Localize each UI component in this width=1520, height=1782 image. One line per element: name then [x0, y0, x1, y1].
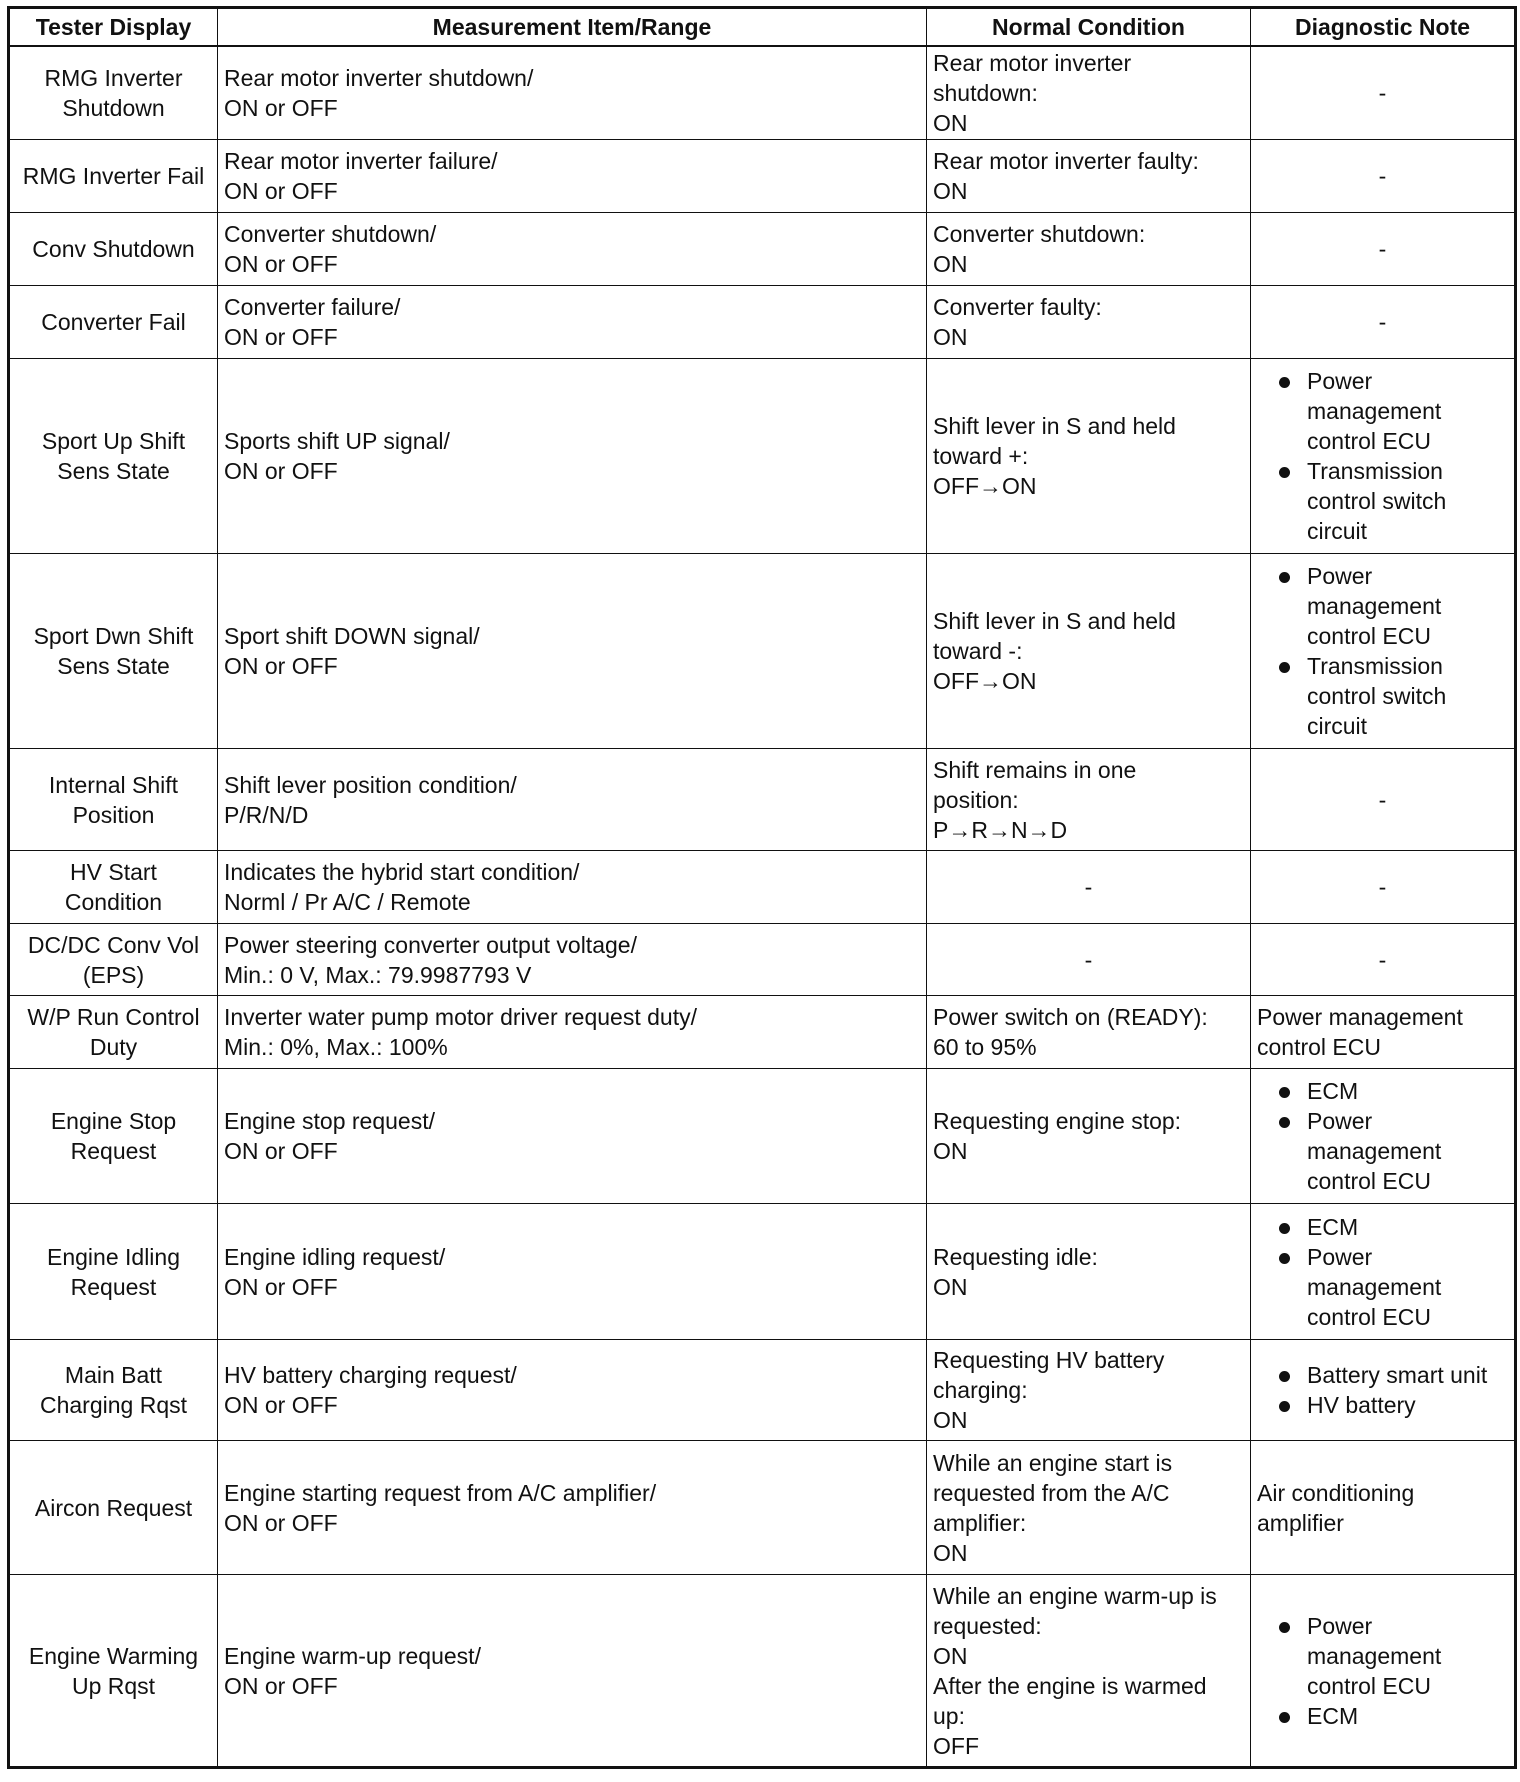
cell-measurement-item: [218, 1340, 927, 1441]
header-normal-condition: Normal Condition: [927, 8, 1251, 47]
measurement-text: P/R/N/D: [224, 801, 309, 828]
cell-tester-display: [9, 924, 218, 996]
normal-condition-text: toward +:: [933, 443, 1029, 469]
diagnostic-note-item: [1257, 1360, 1508, 1390]
cell-diagnostic-note: [1251, 996, 1516, 1069]
tester-display-text: Request: [70, 1273, 157, 1300]
bullet-icon: [1279, 1622, 1290, 1633]
header-measurement-item: Measurement Item/Range: [218, 8, 927, 47]
measurement-text: ON or OFF: [224, 324, 338, 350]
cell-tester-display: [9, 46, 218, 140]
diagnostic-note-item: [1257, 651, 1508, 741]
normal-condition-text: requested from the A/C: [933, 1479, 1170, 1506]
normal-condition-text: ON: [933, 110, 968, 136]
table-row: [9, 1575, 1516, 1768]
diagnostic-note-text: control ECU: [1307, 1168, 1431, 1194]
normal-condition-text: -: [1084, 946, 1093, 973]
bullet-icon: [1279, 1223, 1290, 1234]
normal-condition-text: P→R→N→D: [933, 816, 1068, 843]
cell-diagnostic-note: [1251, 851, 1516, 924]
diagnostic-note-item: [1257, 1076, 1508, 1106]
measurement-text: Indicates the hybrid start condition/: [224, 859, 580, 885]
table-row: [9, 1441, 1516, 1575]
cell-measurement-item: [218, 1069, 927, 1204]
normal-condition-text: position:: [933, 786, 1019, 813]
diagnostic-note-text: control ECU: [1307, 1303, 1431, 1330]
normal-condition-text: OFF: [933, 1732, 979, 1759]
cell-diagnostic-note: [1251, 1069, 1516, 1204]
diagnostic-note-text: Air conditioning: [1257, 1479, 1415, 1506]
normal-condition-text: ON: [933, 1539, 968, 1566]
cell-normal-condition: [927, 924, 1251, 996]
tester-display-text: Request: [70, 1138, 157, 1164]
measurement-text: ON or OFF: [224, 458, 338, 484]
normal-condition-text: Converter shutdown:: [933, 221, 1146, 247]
header-tester-display: Tester Display: [9, 8, 218, 47]
bullet-icon: [1279, 467, 1290, 478]
cell-measurement-item: [218, 286, 927, 359]
diagnostic-note-text: ECM: [1307, 1702, 1359, 1729]
cell-diagnostic-note: [1251, 359, 1516, 554]
cell-tester-display: [9, 1441, 218, 1575]
cell-tester-display: [9, 286, 218, 359]
table-row: [9, 749, 1516, 851]
cell-tester-display: [9, 749, 218, 851]
tester-display-text: RMG Inverter Fail: [22, 163, 205, 189]
cell-measurement-item: [218, 46, 927, 140]
diagnostic-note-text: control ECU: [1307, 1672, 1431, 1699]
tester-display-text: Position: [72, 801, 155, 828]
normal-condition-text: While an engine warm-up is: [933, 1582, 1217, 1609]
table-row: [9, 286, 1516, 359]
table-row: [9, 359, 1516, 554]
measurement-text: Rear motor inverter failure/: [224, 148, 498, 174]
measurement-text: Converter shutdown/: [224, 221, 437, 247]
measurement-text: Sport shift DOWN signal/: [224, 623, 480, 649]
cell-diagnostic-note: [1251, 286, 1516, 359]
normal-condition-text: -: [1084, 874, 1093, 900]
normal-condition-text: While an engine start is: [933, 1449, 1173, 1476]
diagnostic-note-text: -: [1378, 163, 1387, 189]
normal-condition-text: ON: [933, 1138, 968, 1164]
diagnostic-note-text: Power management: [1257, 1004, 1463, 1030]
diagnostic-note-text: management: [1307, 593, 1442, 619]
data-list-table: [7, 6, 1517, 1769]
measurement-text: HV battery charging request/: [224, 1362, 517, 1388]
measurement-text: ON or OFF: [224, 251, 338, 277]
measurement-text: ON or OFF: [224, 95, 338, 121]
tester-display-text: Engine Stop: [50, 1108, 177, 1134]
tester-display-text: Conv Shutdown: [32, 236, 195, 262]
diagnostic-note-text: management: [1307, 398, 1442, 424]
cell-measurement-item: [218, 924, 927, 996]
cell-tester-display: [9, 851, 218, 924]
cell-measurement-item: [218, 1441, 927, 1575]
measurement-text: Engine warm-up request/: [224, 1642, 481, 1669]
measurement-text: Engine stop request/: [224, 1108, 435, 1134]
cell-normal-condition: [927, 140, 1251, 213]
diagnostic-note-list: [1257, 1360, 1508, 1420]
cell-measurement-item: [218, 749, 927, 851]
table-row: [9, 1340, 1516, 1441]
tester-display-text: Engine Idling: [47, 1243, 180, 1270]
measurement-text: ON or OFF: [224, 653, 338, 679]
diagnostic-note-item: [1257, 1212, 1508, 1242]
measurement-text: Power steering converter output voltage/: [224, 931, 637, 958]
bullet-icon: [1279, 1712, 1290, 1723]
normal-condition-text: requested:: [933, 1612, 1042, 1639]
diagnostic-note-text: control ECU: [1307, 623, 1431, 649]
diagnostic-note-text: management: [1307, 1138, 1442, 1164]
measurement-text: Min.: 0%, Max.: 100%: [224, 1034, 448, 1060]
normal-condition-text: toward -:: [933, 638, 1023, 664]
measurement-text: Sports shift UP signal/: [224, 428, 450, 454]
normal-condition-text: OFF→ON: [933, 668, 1037, 694]
measurement-text: Norml / Pr A/C / Remote: [224, 889, 471, 915]
normal-condition-text: OFF→ON: [933, 473, 1037, 499]
normal-condition-text: Shift remains in one: [933, 756, 1137, 783]
diagnostic-note-text: Battery smart unit: [1307, 1362, 1488, 1388]
bullet-icon: [1279, 1117, 1290, 1128]
cell-normal-condition: [927, 213, 1251, 286]
tester-display-text: RMG Inverter: [44, 65, 183, 91]
diagnostic-note-text: Transmission: [1307, 458, 1443, 484]
cell-tester-display: [9, 1575, 218, 1768]
measurement-text: Converter failure/: [224, 294, 401, 320]
normal-condition-text: charging:: [933, 1377, 1028, 1403]
table-row: [9, 46, 1516, 140]
bullet-icon: [1279, 1253, 1290, 1264]
normal-condition-text: ON: [933, 1273, 968, 1300]
normal-condition-text: Shift lever in S and held: [933, 608, 1176, 634]
cell-tester-display: [9, 359, 218, 554]
diagnostic-note-text: -: [1378, 309, 1387, 335]
diagnostic-note-item: [1257, 456, 1508, 546]
bullet-icon: [1279, 1401, 1290, 1412]
measurement-text: ON or OFF: [224, 1273, 338, 1300]
table-row: [9, 924, 1516, 996]
tester-display-text: Engine Warming: [28, 1642, 199, 1669]
bullet-icon: [1279, 377, 1290, 388]
cell-normal-condition: [927, 1204, 1251, 1340]
normal-condition-text: amplifier:: [933, 1509, 1027, 1536]
cell-tester-display: [9, 140, 218, 213]
cell-normal-condition: [927, 46, 1251, 140]
cell-normal-condition: [927, 286, 1251, 359]
normal-condition-text: Requesting HV battery: [933, 1347, 1165, 1373]
cell-measurement-item: [218, 213, 927, 286]
diagnostic-note-text: Power: [1307, 368, 1373, 394]
document-page: [7, 6, 1514, 1769]
measurement-text: ON or OFF: [224, 1672, 338, 1699]
normal-condition-text: ON: [933, 324, 968, 350]
table-body: [9, 46, 1516, 1768]
diagnostic-note-text: Transmission: [1307, 653, 1443, 679]
measurement-text: Inverter water pump motor driver request duty/: [224, 1004, 697, 1030]
diagnostic-note-text: -: [1378, 80, 1387, 106]
diagnostic-note-text: management: [1307, 1642, 1442, 1669]
normal-condition-text: ON: [933, 251, 968, 277]
diagnostic-note-list: [1257, 561, 1508, 741]
cell-normal-condition: [927, 1340, 1251, 1441]
header-diagnostic-note: Diagnostic Note: [1251, 8, 1516, 47]
diagnostic-note-item: [1257, 1242, 1508, 1332]
diagnostic-note-text: amplifier: [1257, 1509, 1344, 1536]
tester-display-text: Condition: [64, 889, 163, 915]
tester-display-text: Up Rqst: [71, 1672, 156, 1699]
diagnostic-note-text: -: [1378, 236, 1387, 262]
diagnostic-note-text: control ECU: [1307, 428, 1431, 454]
diagnostic-note-text: HV battery: [1307, 1392, 1416, 1418]
bullet-icon: [1279, 1087, 1290, 1098]
diagnostic-note-text: control switch: [1307, 488, 1447, 514]
normal-condition-text: 60 to 95%: [933, 1034, 1037, 1060]
tester-display-text: Main Batt: [64, 1362, 163, 1388]
cell-tester-display: [9, 1069, 218, 1204]
diagnostic-note-text: circuit: [1307, 518, 1368, 544]
diagnostic-note-text: ECM: [1307, 1078, 1359, 1104]
measurement-text: Rear motor inverter shutdown/: [224, 65, 534, 91]
tester-display-text: HV Start: [70, 859, 157, 885]
diagnostic-note-list: [1257, 1611, 1508, 1731]
tester-display-text: Internal Shift: [48, 771, 179, 798]
diagnostic-note-text: circuit: [1307, 713, 1368, 739]
tester-display-text: Charging Rqst: [39, 1392, 188, 1418]
table-row: [9, 213, 1516, 286]
diagnostic-note-item: [1257, 1106, 1508, 1196]
measurement-text: Engine idling request/: [224, 1243, 446, 1270]
tester-display-text: Sens State: [57, 458, 170, 484]
cell-diagnostic-note: [1251, 749, 1516, 851]
diagnostic-note-list: [1257, 1212, 1508, 1332]
cell-normal-condition: [927, 1069, 1251, 1204]
diagnostic-note-text: Power: [1307, 1612, 1373, 1639]
cell-measurement-item: [218, 1575, 927, 1768]
normal-condition-text: ON: [933, 1642, 968, 1669]
cell-measurement-item: [218, 554, 927, 749]
bullet-icon: [1279, 1371, 1290, 1382]
tester-display-text: Duty: [89, 1034, 138, 1060]
table-row: [9, 1069, 1516, 1204]
tester-display-text: Sport Dwn Shift: [33, 623, 194, 649]
measurement-text: ON or OFF: [224, 1509, 338, 1536]
diagnostic-note-text: Power: [1307, 1108, 1373, 1134]
cell-measurement-item: [218, 996, 927, 1069]
normal-condition-text: Shift lever in S and held: [933, 413, 1176, 439]
cell-tester-display: [9, 554, 218, 749]
diagnostic-note-text: -: [1378, 786, 1387, 813]
normal-condition-text: Rear motor inverter faulty:: [933, 148, 1199, 174]
tester-display-text: DC/DC Conv Vol: [27, 931, 200, 958]
tester-display-text: W/P Run Control: [27, 1004, 200, 1030]
diagnostic-note-item: [1257, 1701, 1508, 1731]
normal-condition-text: Converter faulty:: [933, 294, 1102, 320]
cell-normal-condition: [927, 1575, 1251, 1768]
cell-diagnostic-note: [1251, 140, 1516, 213]
cell-diagnostic-note: [1251, 1575, 1516, 1768]
diagnostic-note-item: [1257, 1390, 1508, 1420]
cell-diagnostic-note: [1251, 554, 1516, 749]
normal-condition-text: Power switch on (READY):: [933, 1004, 1208, 1030]
normal-condition-text: shutdown:: [933, 80, 1038, 106]
diagnostic-note-text: Power: [1307, 1243, 1373, 1270]
cell-measurement-item: [218, 851, 927, 924]
tester-display-text: Sens State: [57, 653, 170, 679]
cell-diagnostic-note: [1251, 1204, 1516, 1340]
normal-condition-text: ON: [933, 1407, 968, 1433]
diagnostic-note-item: [1257, 366, 1508, 456]
bullet-icon: [1279, 662, 1290, 673]
header-row: [9, 8, 1516, 47]
table-row: [9, 996, 1516, 1069]
diagnostic-note-item: [1257, 1611, 1508, 1701]
tester-display-text: Converter Fail: [41, 309, 186, 335]
normal-condition-text: After the engine is warmed: [933, 1672, 1207, 1699]
measurement-text: ON or OFF: [224, 1138, 338, 1164]
table-row: [9, 851, 1516, 924]
measurement-text: ON or OFF: [224, 178, 338, 204]
diagnostic-note-text: management: [1307, 1273, 1442, 1300]
diagnostic-note-text: control ECU: [1257, 1034, 1381, 1060]
cell-normal-condition: [927, 996, 1251, 1069]
normal-condition-text: Requesting engine stop:: [933, 1108, 1182, 1134]
diagnostic-note-item: [1257, 561, 1508, 651]
tester-display-text: Shutdown: [62, 95, 165, 121]
cell-diagnostic-note: [1251, 1340, 1516, 1441]
cell-normal-condition: [927, 359, 1251, 554]
cell-diagnostic-note: [1251, 213, 1516, 286]
cell-tester-display: [9, 1204, 218, 1340]
table-row: [9, 140, 1516, 213]
measurement-text: ON or OFF: [224, 1392, 338, 1418]
cell-measurement-item: [218, 359, 927, 554]
cell-normal-condition: [927, 749, 1251, 851]
bullet-icon: [1279, 572, 1290, 583]
diagnostic-note-text: control switch: [1307, 683, 1447, 709]
diagnostic-note-list: [1257, 366, 1508, 546]
measurement-text: Min.: 0 V, Max.: 79.9987793 V: [224, 961, 532, 988]
table-row: [9, 554, 1516, 749]
cell-measurement-item: [218, 140, 927, 213]
measurement-text: Shift lever position condition/: [224, 771, 517, 798]
normal-condition-text: Rear motor inverter: [933, 50, 1132, 76]
cell-diagnostic-note: [1251, 46, 1516, 140]
tester-display-text: (EPS): [82, 961, 145, 988]
diagnostic-note-text: Power: [1307, 563, 1373, 589]
diagnostic-note-list: [1257, 1076, 1508, 1196]
cell-diagnostic-note: [1251, 924, 1516, 996]
cell-measurement-item: [218, 1204, 927, 1340]
cell-normal-condition: [927, 554, 1251, 749]
normal-condition-text: up:: [933, 1702, 965, 1729]
tester-display-text: Aircon Request: [34, 1494, 193, 1521]
diagnostic-note-text: -: [1378, 874, 1387, 900]
normal-condition-text: ON: [933, 178, 968, 204]
cell-diagnostic-note: [1251, 1441, 1516, 1575]
cell-tester-display: [9, 1340, 218, 1441]
cell-tester-display: [9, 996, 218, 1069]
measurement-text: Engine starting request from A/C amplifier/: [224, 1479, 657, 1506]
cell-normal-condition: [927, 1441, 1251, 1575]
diagnostic-note-text: -: [1378, 946, 1387, 973]
table-row: [9, 1204, 1516, 1340]
tester-display-text: Sport Up Shift: [41, 428, 186, 454]
cell-tester-display: [9, 213, 218, 286]
cell-normal-condition: [927, 851, 1251, 924]
normal-condition-text: Requesting idle:: [933, 1243, 1098, 1270]
diagnostic-note-text: ECM: [1307, 1213, 1359, 1240]
